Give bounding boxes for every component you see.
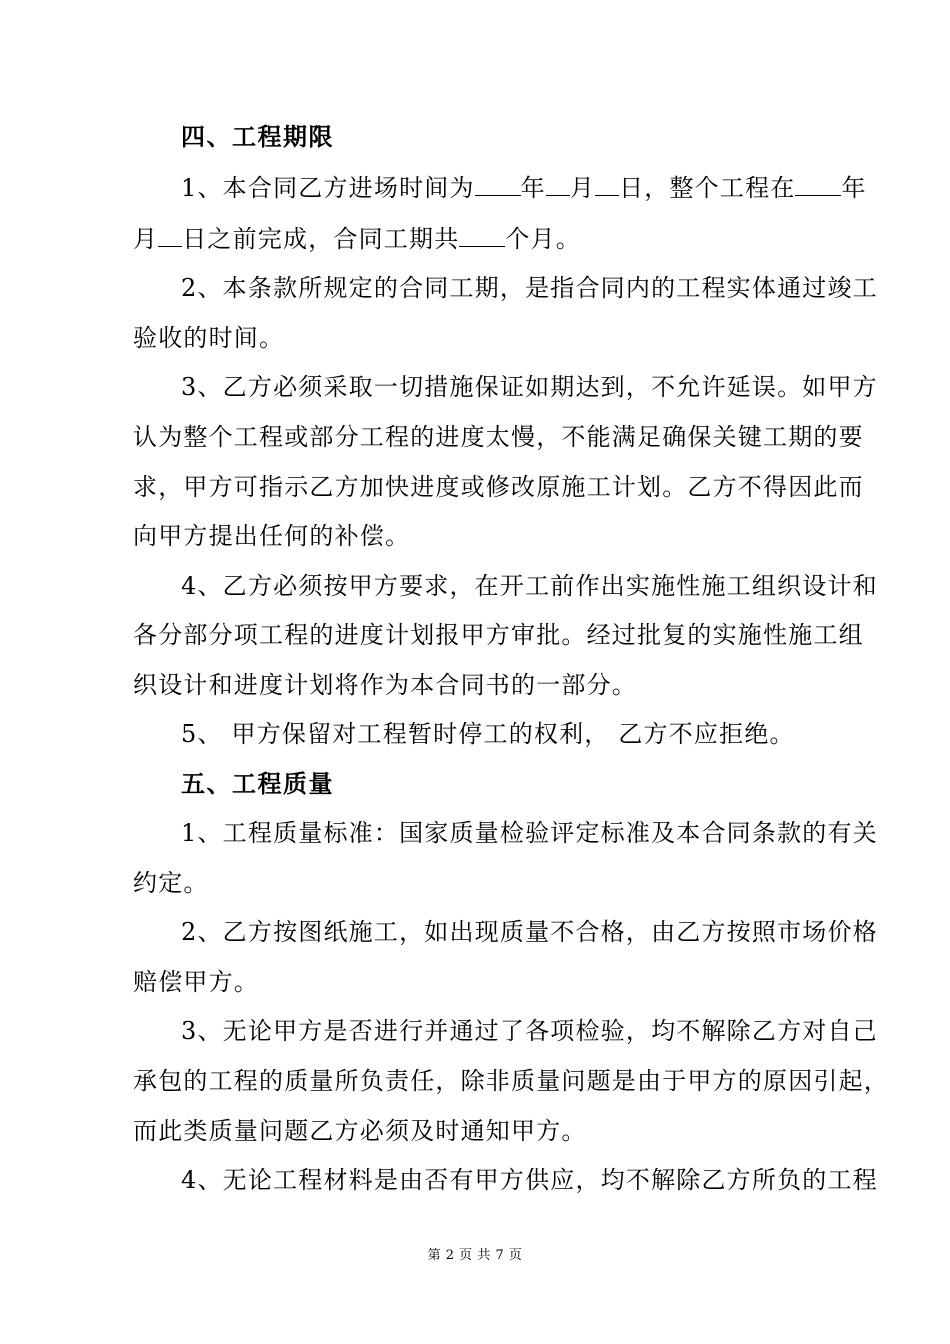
clause-text: 月: [133, 225, 159, 253]
clause-text: 年: [520, 174, 546, 202]
fill-blank: [475, 173, 521, 196]
clause-line: 认为整个工程或部分工程的进度太慢，不能满足确保关键工期的要: [133, 423, 864, 451]
clause-line: 验收的时间。: [133, 324, 285, 352]
clause-text: 日，整个工程在: [619, 174, 796, 202]
clause-line: 4、无论工程材料是由否有甲方供应，均不解除乙方所负的工程: [181, 1166, 878, 1194]
clause-line: 3、无论甲方是否进行并通过了各项检验，均不解除乙方对自己: [181, 1017, 878, 1045]
page-footer: 第 2 页 共 7 页: [427, 1248, 523, 1263]
clause-line: 而此类质量问题乙方必须及时通知甲方。: [133, 1117, 587, 1145]
clause-line: 4、乙方必须按甲方要求，在开工前作出实施性施工组织设计和: [181, 572, 878, 600]
clause-line: 各分部分项工程的进度计划报甲方审批。经过批复的实施性施工组: [133, 621, 864, 649]
clause-text: 年: [841, 174, 867, 202]
clause-line: 承包的工程的质量所负责任，除非质量问题是由于甲方的原因引起，: [133, 1067, 889, 1095]
clause-line: 求，甲方可指示乙方加快进度或修改原施工计划。乙方不得因此而: [133, 473, 864, 501]
fill-blank: [158, 224, 182, 247]
section-heading: 五、工程质量: [181, 769, 334, 798]
fill-blank: [546, 173, 570, 196]
clause-line: 2、本条款所规定的合同工期，是指合同内的工程实体通过竣工: [181, 274, 878, 302]
fill-blank: [595, 173, 619, 196]
clause-line: 约定。: [133, 869, 209, 897]
clause-line: 织设计和进度计划将作为本合同书的一部分。: [133, 671, 637, 699]
clause-line: 5、 甲方保留对工程暂时停工的权利， 乙方不应拒绝。: [181, 720, 795, 748]
clause-text: 日之前完成，合同工期共: [182, 225, 460, 253]
clause-text: 月: [569, 174, 596, 202]
clause-text: 1、本合同乙方进场时间为: [181, 174, 475, 202]
clause-line: 赔偿甲方。: [133, 968, 259, 996]
fill-blank: [795, 173, 841, 196]
clause-line: 向甲方提出任何的补偿。: [133, 522, 411, 550]
clause-line: [181, 173, 867, 203]
clause-line: 3、乙方必须采取一切措施保证如期达到，不允许延误。如甲方: [181, 373, 878, 401]
clause-text: 个月。: [505, 225, 582, 253]
section-heading: 四、工程期限: [181, 122, 334, 151]
fill-blank: [459, 224, 505, 247]
clause-line: 2、乙方按图纸施工，如出现质量不合格，由乙方按照市场价格: [181, 918, 878, 946]
clause-line: 1、工程质量标准：国家质量检验评定标准及本合同条款的有关: [181, 819, 878, 847]
clause-line: [133, 224, 581, 254]
